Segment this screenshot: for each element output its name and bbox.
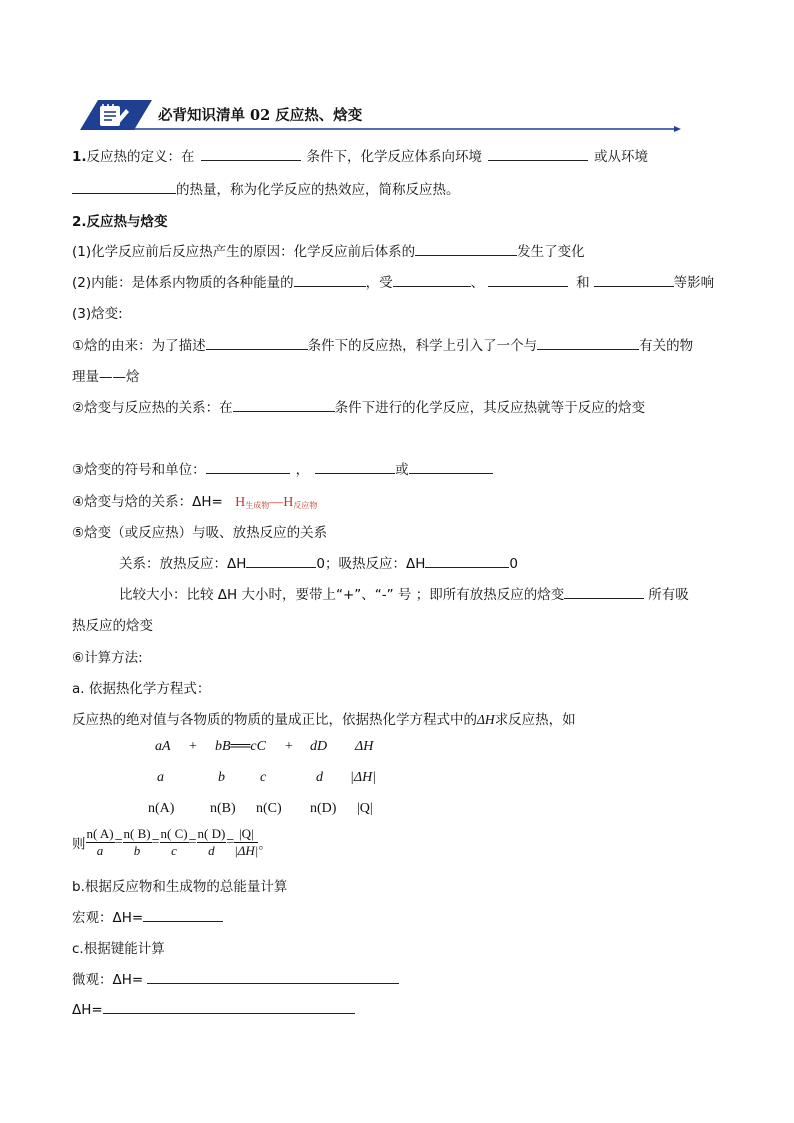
method-c: c.根据键能计算 [72, 941, 165, 957]
eq-r1-dD: dD [310, 739, 328, 754]
eq-r1-dH: ΔH [355, 739, 374, 754]
blank-7[interactable] [488, 272, 568, 287]
dh-line: ΔH= [72, 999, 355, 1018]
blank-20[interactable] [103, 999, 355, 1014]
compare-line1: 比较大小：比较 ΔH 大小时，要带上“+”、“-” 号 ；即所有放热反应的焓变 所有吸 [119, 583, 689, 603]
eq-r3-nA: n(A) [148, 801, 175, 816]
relation-line: 关系：放热反应：ΔH 0；吸热反应：ΔH 0 [119, 552, 518, 572]
blank-13[interactable] [315, 459, 395, 474]
blank-18[interactable] [143, 907, 223, 922]
item-3: (3)焓变: [72, 306, 123, 322]
item-3-4: ④焓变与焓的关系：$\Delta H= H_{生成物}—H_{反应物}$ [72, 494, 318, 510]
eq-r3-nD: n(D) [310, 801, 337, 816]
fraction-equation: 则 $\frac{n( A)}{a}$ = $\frac{n( B)}{b}$ = $\frac{n( C)}{c}$ = $\frac{n( D)}{d}$ = $\frac{|Q|}{|\Delta H|}$ 。 [72, 826, 272, 858]
blank-3[interactable] [72, 179, 176, 194]
blank-2[interactable] [488, 146, 588, 161]
blank-19[interactable] [147, 969, 399, 984]
item-3-5: ⑤焓变（或反应热）与吸、放热反应的关系 [72, 525, 328, 541]
eq-r2-a: a [157, 770, 164, 785]
eq-r1-plus2: + [285, 739, 293, 754]
eq-r1-plus1: + [189, 739, 197, 754]
blank-10[interactable] [537, 335, 639, 350]
blank-14[interactable] [409, 459, 493, 474]
item-3-2: ②焓变与反应热的关系：在 条件下进行的化学反应，其反应热就等于反应的焓变 [72, 396, 645, 416]
method-a: a. 依据热化学方程式： [72, 681, 211, 697]
item-3-6: ⑥计算方法: [72, 650, 143, 666]
blank-8[interactable] [594, 272, 674, 287]
eq-r1-bB-cC: bB══cC [215, 739, 266, 754]
section1-line1: 1.反应热的定义：在 条件下，化学反应体系向环境 或从环境 [72, 145, 648, 165]
micro-line: 微观：ΔH= [72, 968, 399, 988]
eq-r2-c: c [260, 770, 267, 785]
blank-12[interactable] [206, 459, 290, 474]
blank-9[interactable] [206, 335, 308, 350]
blank-4[interactable] [415, 241, 517, 256]
section2-title: 2.反应热与焓变 [72, 214, 168, 230]
blank-17[interactable] [564, 584, 644, 599]
compare-line2: 热反应的焓变 [72, 618, 153, 634]
eq-r1-aA: aA [155, 739, 171, 754]
blank-11[interactable] [233, 397, 335, 412]
item-3-1-line1: ①焓的由来：为了描述 条件下的反应热，科学上引入了一个与 有关的物 [72, 334, 693, 354]
macro-line: 宏观：ΔH= [72, 906, 223, 926]
eq-r2-d: d [316, 770, 323, 785]
frac-B: $\frac{n( B)}{b}$ [123, 826, 151, 858]
frac-Q: $\frac{|Q|}{|\Delta H|}$ [234, 826, 259, 858]
blank-15[interactable] [246, 553, 316, 568]
eq-r3-nC: n(C) [256, 801, 282, 816]
method-b: b.根据反应物和生成物的总能量计算 [72, 879, 288, 895]
section1-line2: 的热量，称为化学反应的热效应，简称反应热。 [72, 178, 460, 198]
section1-number: 1. [72, 149, 87, 165]
eq-r3-Q: |Q| [357, 801, 373, 816]
eq-r2-b: b [218, 770, 225, 785]
item-2: (2)内能：是体系内物质的各种能量的 ，受 、 和 等影响 [72, 271, 714, 291]
blank-16[interactable] [425, 553, 509, 568]
item-3-1-line2: 理量——焓 [72, 369, 140, 385]
eq-r2-absdH: |ΔH| [350, 770, 377, 785]
blank-1[interactable] [201, 146, 301, 161]
frac-D: $\frac{n( D)}{d}$ [197, 826, 226, 858]
frac-A: $\frac{n( A)}{a}$ [86, 826, 114, 858]
frac-C: $\frac{n( C)}{c}$ [160, 826, 188, 858]
blank-5[interactable] [294, 272, 366, 287]
method-a-text: 反应热的绝对值与各物质的物质的量成正比，依据热化学方程式中的ΔH求反应热，如 [72, 712, 576, 728]
eq-r3-nB: n(B) [210, 801, 236, 816]
page-title: 必背知识清单 02 反应热、焓变 [158, 107, 363, 124]
blank-6[interactable] [393, 272, 471, 287]
notepad-pen-icon [96, 103, 130, 129]
item-3-3: ③焓变的符号和单位： ， 或 [72, 458, 493, 478]
item-1: (1)化学反应前后反应热产生的原因：化学反应前后体系的 发生了变化 [72, 240, 585, 260]
